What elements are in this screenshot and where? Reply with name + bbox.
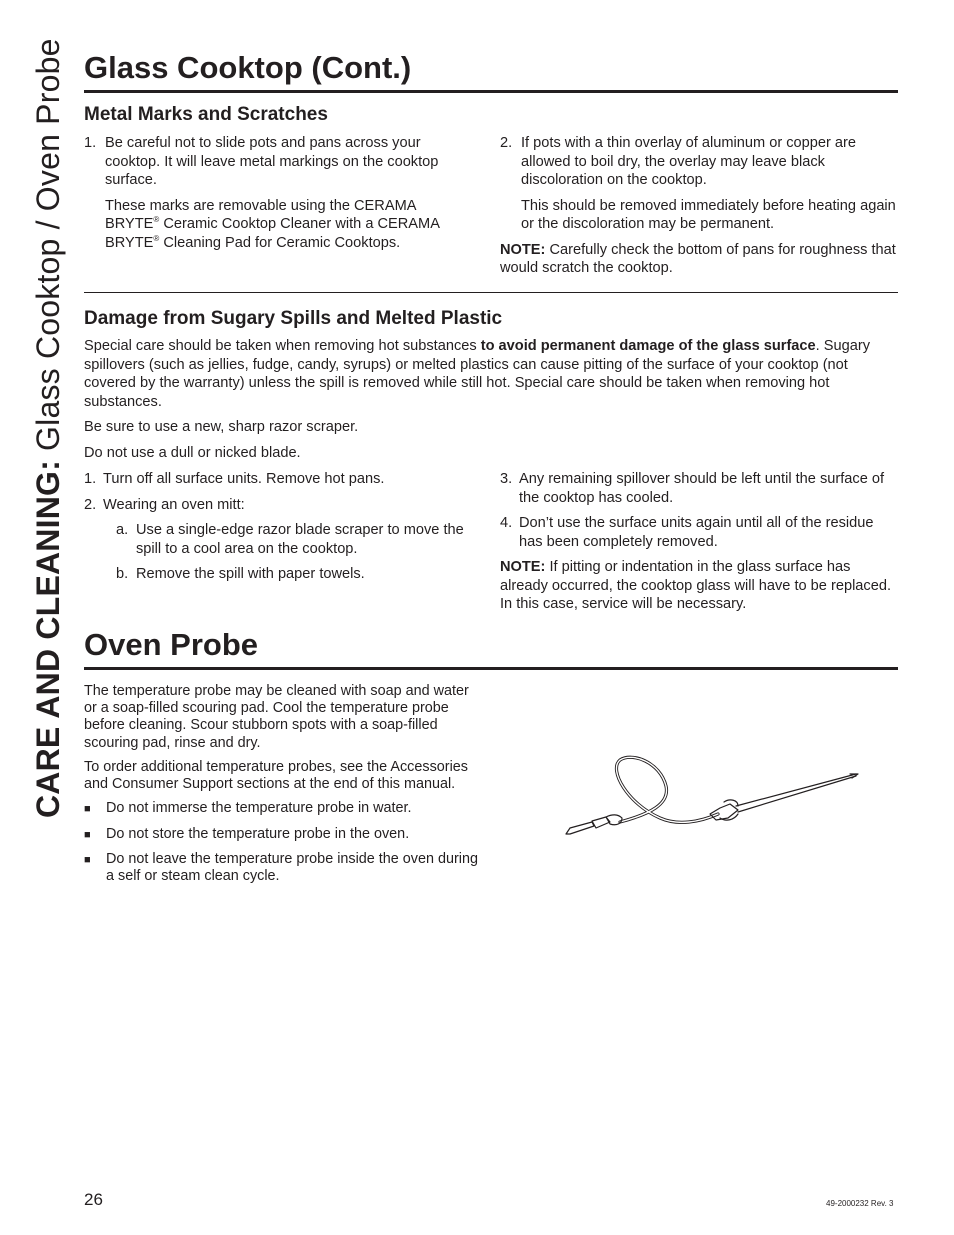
sugary-right-column (500, 470, 898, 621)
metal-item-2: 2. If pots with a thin overlay of aluminum or copper are allowed to boil dry, the overlay may leave black discoloration on the cooktop. (500, 135, 857, 188)
sugary-intro (84, 337, 898, 469)
metal-left-column (84, 134, 469, 259)
document-number: 49-2000232 Rev. 3 (826, 1199, 894, 1208)
side-section-tab (28, 38, 68, 818)
probe-bullet-1: ■ Do not immerse the temperature probe in water. (84, 800, 412, 817)
sugary-razor-note: Be sure to use a new, sharp razor scraper. (84, 419, 359, 435)
section-divider (84, 292, 898, 293)
sugary-step-4: 4. Don’t use the surface units again until all of the residue has been completely removed. (500, 515, 874, 550)
page-title-glass-cooktop: Glass Cooktop (Cont.) (84, 50, 412, 85)
probe-cleaning-para: The temperature probe may be cleaned with soap and water or a soap-filled scouring pad. Cool the temperature probe before cleaning. Scour stubborn spots with a soap-filled scouring pad, rinse and dry. (84, 683, 469, 751)
metal-note: NOTE: Carefully check the bottom of pans for roughness that would scratch the cooktop. (500, 241, 896, 276)
side-tab-light: Glass Cooktop / Oven Probe (30, 38, 66, 451)
page-number: 26 (84, 1190, 103, 1209)
sugary-note: NOTE: If pitting or indentation in the glass surface has already occurred, the cooktop glass will have to be replaced. In this case, service will be necessary. (500, 559, 892, 612)
metal-item-1: 1. Be careful not to slide pots and pans across your cooktop. It will leave metal markings on the cooktop surface. (84, 135, 439, 188)
sugary-blade-note: Do not use a dull or nicked blade. (84, 444, 301, 461)
sugary-left-column (84, 470, 469, 591)
metal-item-2-para-2: This should be removed immediately before heating again or the discoloration may be permanent. (521, 197, 896, 232)
sugary-step-1: 1. Turn off all surface units. Remove hot pans. (84, 471, 385, 487)
heading-sugary-spills: Damage from Sugary Spills and Melted Plastic (84, 308, 503, 329)
title-rule (84, 90, 898, 93)
sugary-step-2a: a. Use a single-edge razor blade scraper to move the spill to a cool area on the cooktop. (116, 522, 464, 557)
heading-metal-marks: Metal Marks and Scratches (84, 104, 328, 125)
page-title-oven-probe: Oven Probe (84, 627, 258, 662)
side-tab-bold: CARE AND CLEANING: (30, 460, 66, 818)
metal-item-1-para-2: These marks are removable using the CERAMA BRYTE® Ceramic Cooktop Cleaner with a CERAMA BRYTE® Cleaning Pad for Ceramic Cooktops. (105, 197, 440, 251)
oven-probe-rule (84, 667, 898, 670)
probe-bullet-3: ■ Do not leave the temperature probe inside the oven during a self or steam clean cycle. (84, 851, 478, 885)
sugary-step-2: 2. Wearing an oven mitt: (84, 496, 245, 513)
probe-text-column (84, 683, 479, 893)
sugary-step-3: 3. Any remaining spillover should be left until the surface of the cooktop has cooled. (500, 471, 885, 506)
probe-order-para: To order additional temperature probes, see the Accessories and Consumer Support sections at the end of this manual. (84, 758, 468, 793)
sugary-step-2b: b. Remove the spill with paper towels. (116, 566, 365, 582)
metal-right-column (500, 134, 898, 285)
probe-bullet-2: ■ Do not store the temperature probe in the oven. (84, 825, 410, 842)
temperature-probe-illustration (560, 748, 860, 844)
sugary-intro-para: Special care should be taken when removing hot substances to avoid permanent damage of the glass surface. Sugary spillovers (such as jellies, fudge, candy, syrups) or melted plastics can cause pitting of the surface of your cooktop (not covered by the warranty) unless the spill is removed while still hot. Special care should be taken when removing hot substances. (84, 338, 871, 410)
